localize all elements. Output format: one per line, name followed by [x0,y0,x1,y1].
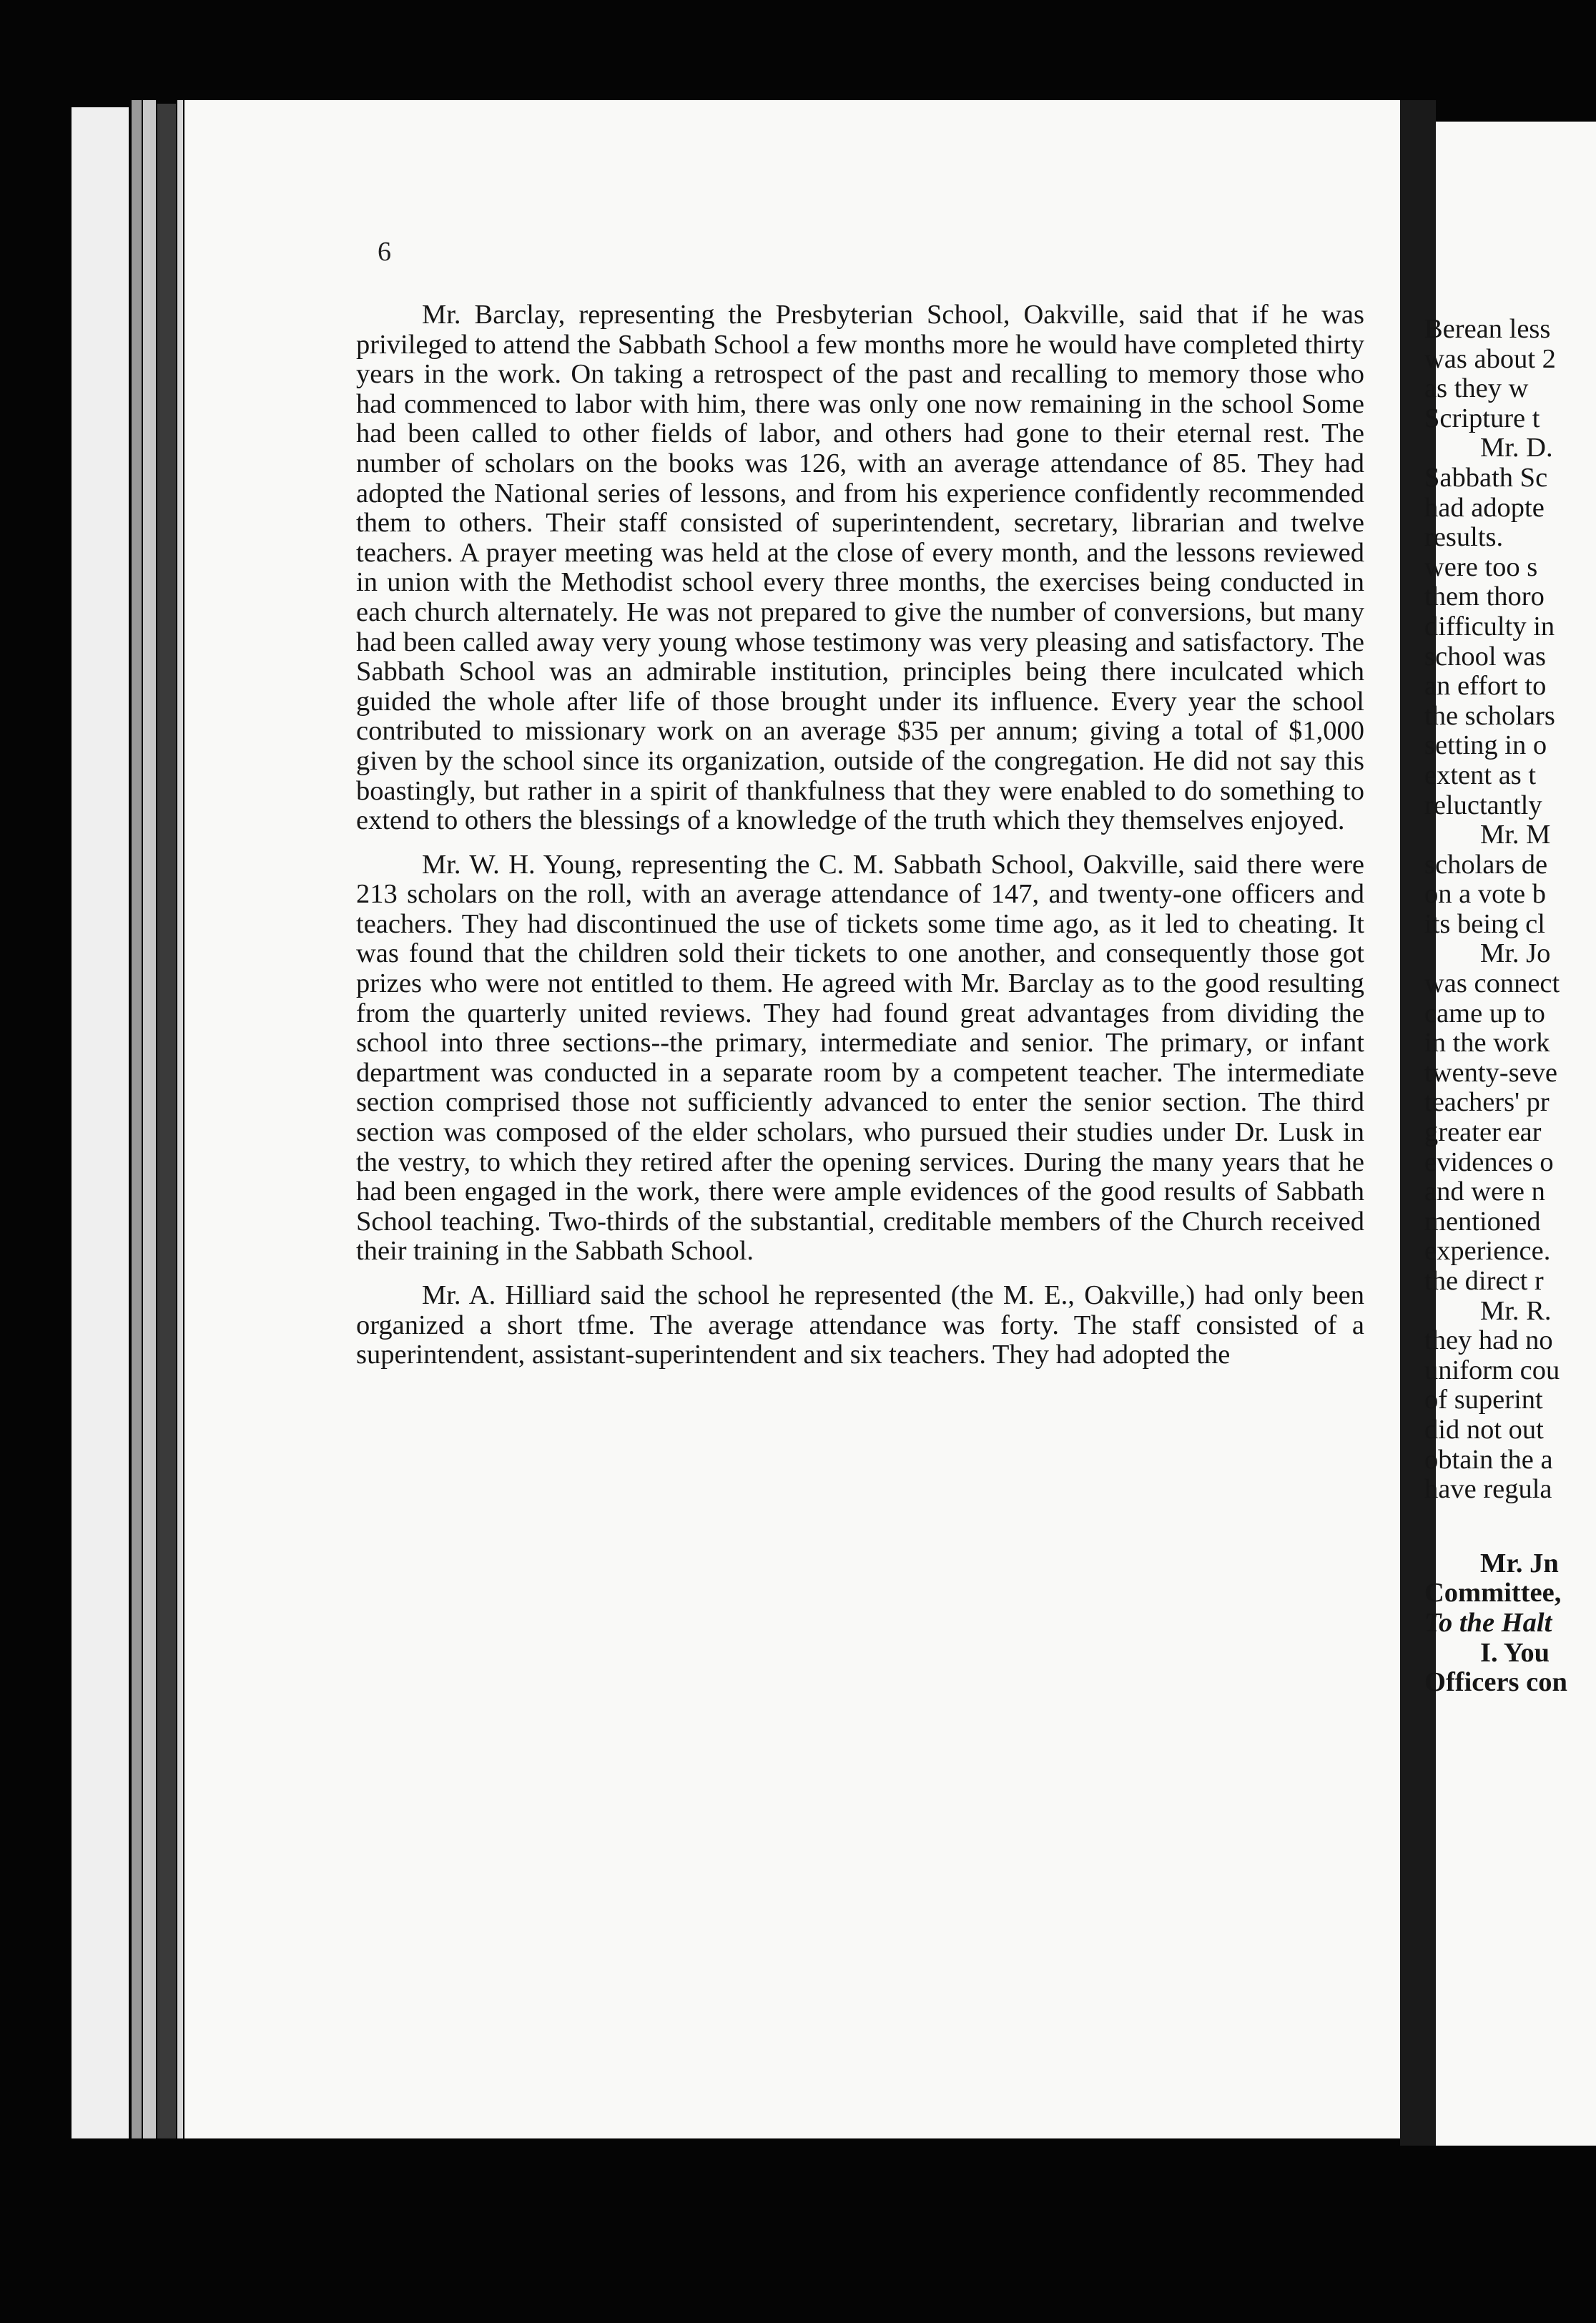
next-line: results. [1424,522,1504,553]
next-line: Scripture t [1424,403,1540,433]
next-line-italic: To the Halt [1424,1607,1552,1638]
next-line: teachers' pr [1424,1087,1550,1118]
page-body [356,300,1364,1385]
paragraph-barclay: Mr. Barclay, representing the Presbyterian School, Oakville, said that if he was privileged to attend the Sabbath School a few months more he would have completed thirty years in the work. On taking a retrospect of the past and recalling to memory those who had commenced to labor with him, there was only one now remaining in the school Some had been called to other fields of labor, and others had gone to their eternal rest. The number of scholars on the books was 126, with an average attendance of 85. They had adopted the National series of lessons, and from his experience confidently recommended them to others. Their staff consisted of superintendent, secretary, librarian and twelve teachers. A prayer meeting was held at the close of every month, and the lessons reviewed in union with the Methodist school every three months, the exercises being conducted in each church alternately. He was not prepared to give the number of conversions, but many had been called away very young whose testimony was very pleasing and satisfactory. The Sabbath School was an admirable institution, principles being there inculcated which guided the whole after life of those brought under its influence. Every year the school contributed to missionary work on an average $35 per annum; giving a total of $1,000 given by the school since its organization, outside of the congregation. He did not say this boastingly, but rather in a spirit of thankfulness that they were enabled to do something to extend to others the blessings of a knowledge of the truth which they themselves enjoyed. [356,300,1364,836]
next-line: reluctantly [1424,790,1542,820]
next-line: uniform cou [1424,1355,1560,1385]
next-line: scholars de [1424,849,1548,880]
next-line: of superint [1424,1385,1543,1415]
next-line: Mr. R. [1480,1295,1552,1326]
next-line: experience. [1424,1236,1551,1267]
next-line: Mr. Jo [1480,938,1551,969]
next-page-text [1424,315,1596,1698]
next-line: them thoro [1424,581,1545,612]
next-line: school was [1424,641,1547,672]
next-line: in the work [1424,1028,1550,1059]
next-line [1424,1609,1596,1639]
next-line: setting in o [1424,730,1547,761]
next-line: did not out [1424,1414,1544,1445]
next-line: the direct r [1424,1266,1544,1296]
next-line: obtain the a [1424,1444,1553,1475]
next-line: came up to [1424,998,1545,1028]
next-line-bold: Officers con [1424,1667,1567,1698]
next-line-bold: Mr. Jn [1480,1548,1559,1578]
book-spine-shadow [157,104,176,2138]
next-line-bold: Committee, [1424,1578,1562,1609]
next-line: twenty-seve [1424,1057,1558,1088]
next-line: Mr. D. [1480,433,1553,463]
next-line: had adopte [1424,492,1545,523]
next-line: evidences o [1424,1146,1554,1177]
book-edge-highlight [177,100,183,2138]
next-line: difficulty in [1424,611,1555,642]
next-line: an effort to [1424,671,1547,702]
book-edge-shadow [132,100,142,2138]
next-line [1424,1639,1596,1669]
next-line: was about 2 [1424,343,1556,374]
next-line: extent as t [1424,760,1537,790]
paragraph-young: Mr. W. H. Young, representing the C. M. Sabbath School, Oakville, said there were 213 scholars on the roll, with an average attendance of 147, and twenty-one officers and teachers. They had discontinued the use of tickets some time ago, as it led to cheating. It was found that the children sold their tickets to one another, and consequently those got prizes who were not entitled to them. He agreed with Mr. Barclay as to the good resulting from the quarterly united reviews. They had found great advantages from dividing the school into three sections--the primary, intermediate and senior. The primary, or infant department was conducted in a separate room by a competent teacher. The intermediate section comprised those not sufficiently advanced to enter the senior section. The third section was composed of the elder scholars, who pursued their studies under Dr. Lusk in the vestry, to which they retired after the opening services. During the many years that he had been engaged in the work, there were ample evidences of the good results of Sabbath School teaching. Two-thirds of the substantial, creditable members of the Church received their training in the Sabbath School. [356,849,1364,1267]
paragraph-hilliard: Mr. A. Hilliard said the school he represented (the M. E., Oakville,) had only been organized a short tfme. The average attendance was forty. The staff consisted of a superintendent, assistant-superintendent and six teachers. They had adopted the [356,1280,1364,1370]
next-line [1424,1549,1596,1579]
next-line: have regula [1424,1474,1552,1505]
next-line: Mr. M [1480,820,1551,850]
next-line [1424,1668,1596,1698]
book-edge-pages-inner [143,100,156,2138]
next-line: they had no [1424,1325,1553,1356]
next-line: its being cl [1424,908,1545,939]
next-line-bold: I. You [1480,1637,1550,1668]
next-line: greater ear [1424,1117,1542,1148]
page-number: 6 [378,237,391,267]
next-line: were too s [1424,551,1538,582]
book-edge-pages [72,107,129,2138]
next-line: mentioned [1424,1206,1541,1237]
next-line: Berean less [1424,315,1551,344]
next-line: the scholars [1424,700,1555,731]
next-line: was connect [1424,968,1560,999]
next-line: and were n [1424,1177,1545,1207]
next-line: Sabbath Sc [1424,462,1548,493]
next-line [1424,1578,1596,1609]
section-spacer [1424,1505,1596,1549]
next-line: as they w [1424,373,1529,404]
next-line: on a vote b [1424,879,1546,910]
